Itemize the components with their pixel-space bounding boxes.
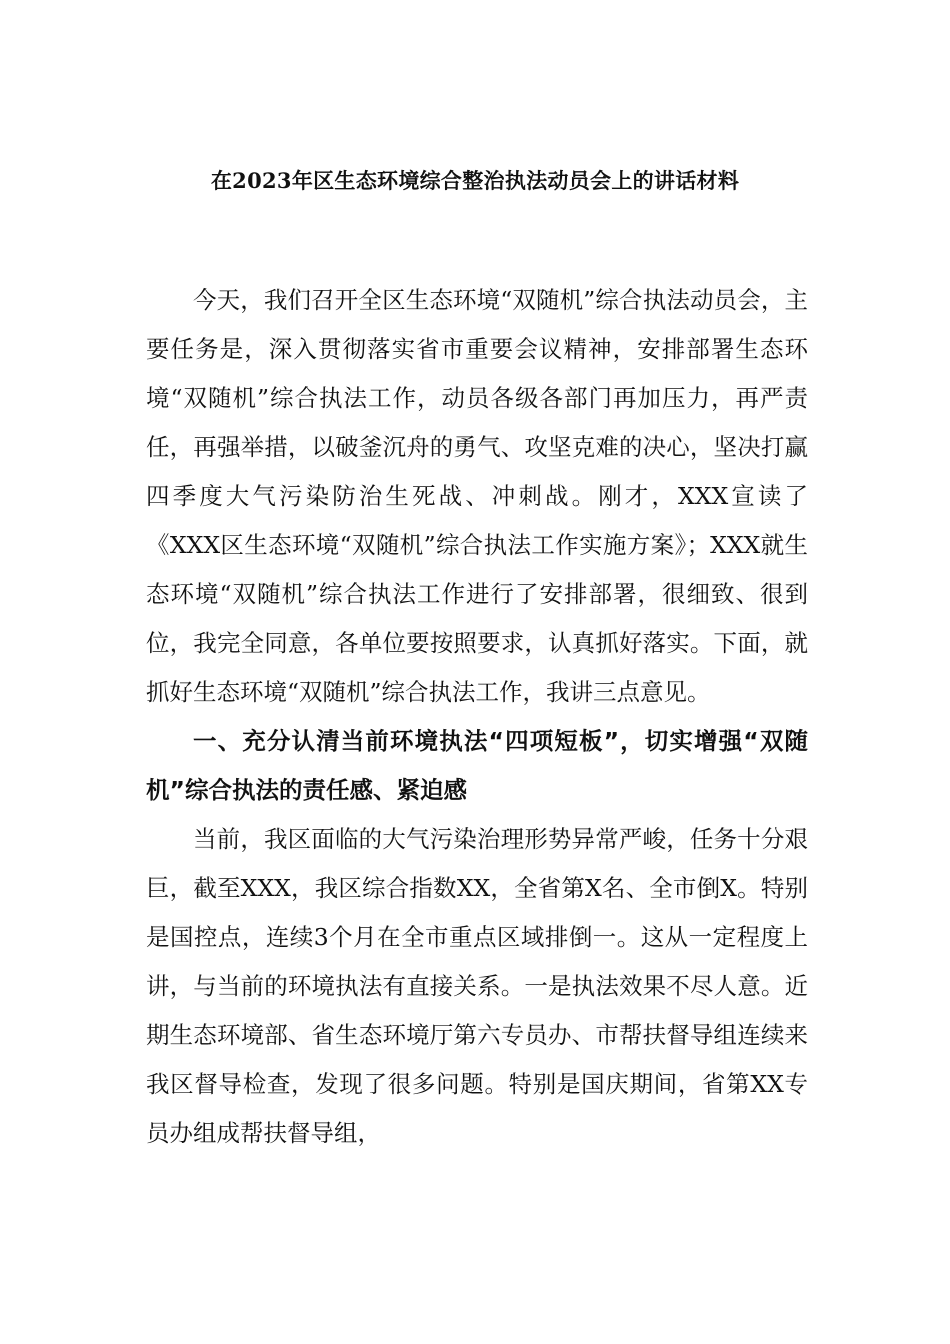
section-paragraph: 当前，我区面临的大气污染治理形势异常严峻，任务十分艰巨，截至XXX，我区综合指数XX，全省第X名、全市倒X。特别是国控点，连续3个月在全市重点区域排倒一。这从一定程度上讲，与当前的环境执法有直接关系。一是执法效果不尽人意。近期生态环境部、省生态环境厅第六专员办、市帮扶督导组连续来我区督导检查，发现了很多问题。特别是国庆期间，省第XX专员办组成帮扶督导组， [146, 825, 808, 1147]
intro-paragraph: 今天，我们召开全区生态环境“双随机”综合执法动员会，主要任务是，深入贯彻落实省市重要会议精神，安排部署生态环境“双随机”综合执法工作，动员各级各部门再加压力，再严责任，再强举措，以破釜沉舟的勇气、攻坚克难的决心，坚决打赢四季度大气污染防治生死战、冲刺战。刚才，XXX宣读了《XXX区生态环境“双随机”综合执法工作实施方案》；XXX就生态环境“双随机”综合执法工作进行了安排部署，很细致、很到位，我完全同意，各单位要按照要求，认真抓好落实。下面，就抓好生态环境“双随机”综合执法工作，我讲三点意见。 [146, 286, 808, 706]
document-body [146, 276, 808, 1158]
section-heading: 一、充分认清当前环境执法“四项短板”，切实增强“双随机”综合执法的责任感、紧迫感 [146, 727, 808, 804]
document-title: 在2023年区生态环境综合整治执法动员会上的讲话材料 [210, 168, 740, 193]
